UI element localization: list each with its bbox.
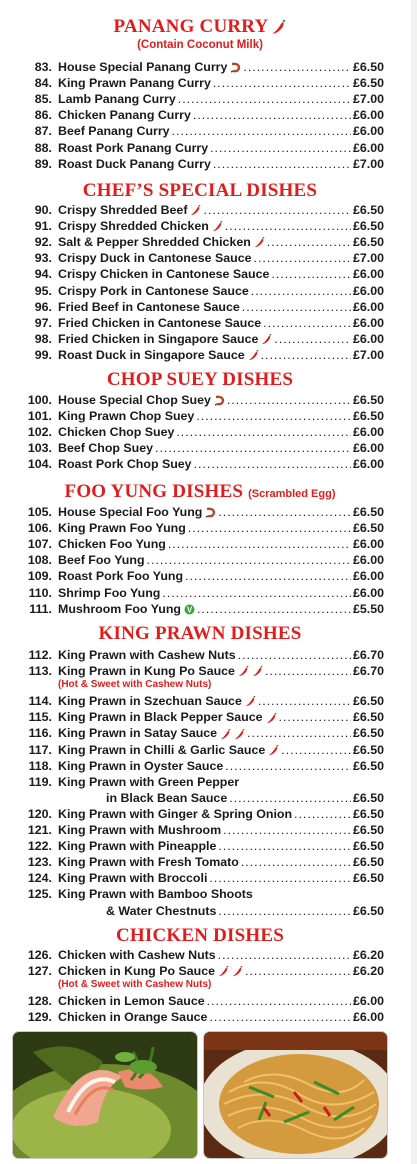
item-price: £6.70 [352, 664, 384, 679]
item-icons [245, 348, 259, 362]
menu-item [20, 348, 384, 364]
item-number: 114. [28, 694, 52, 709]
menu-item [20, 108, 384, 124]
menu-item [20, 316, 384, 332]
item-price: £6.00 [352, 425, 384, 440]
item-number: 109. [27, 569, 52, 584]
item-price: £6.50 [352, 790, 384, 805]
item-number: 92. [34, 235, 52, 250]
item-price: £6.00 [352, 315, 384, 330]
menu-item [20, 586, 384, 602]
section-title-text: CHEF’S SPECIAL DISHES [82, 180, 318, 201]
item-price: £6.50 [352, 710, 384, 725]
dot-leader [193, 108, 351, 122]
item-icons [211, 393, 225, 407]
section-title-note: (Scrambled Egg) [248, 488, 336, 500]
item-name: Beef Panang Curry [58, 124, 170, 139]
item-name-continued: & Water Chestnuts [106, 903, 217, 918]
item-price: £6.00 [352, 553, 384, 568]
item-name: King Prawn with Pineapple [58, 839, 217, 854]
menu-item [20, 332, 384, 348]
item-name: Roast Pork Panang Curry [58, 140, 209, 155]
item-name: Salt & Pepper Shredded Chicken [58, 235, 251, 250]
item-name: King Prawn with Fresh Tomato [58, 855, 239, 870]
item-price: £6.50 [352, 806, 384, 821]
dot-leader [194, 457, 351, 471]
item-name: King Prawn Panang Curry [58, 76, 211, 91]
dot-leader [197, 602, 351, 616]
item-name: King Prawn in Szechuan Sauce [58, 694, 242, 709]
item-name: Chicken Foo Yung [58, 537, 166, 552]
dot-leader [271, 267, 351, 281]
item-name: Beef Chop Suey [58, 441, 154, 456]
item-name: King Prawn Chop Suey [58, 409, 195, 424]
chilli-icon [220, 729, 231, 740]
menu-item [20, 775, 384, 791]
dot-leader [218, 505, 351, 519]
item-price: £6.50 [352, 903, 384, 918]
menu-item [20, 648, 384, 664]
dot-leader [188, 521, 351, 535]
dot-leader [203, 203, 351, 217]
item-price: £6.70 [352, 648, 384, 662]
item-name: King Prawn with Broccoli [58, 871, 208, 886]
item-number: 115. [28, 710, 52, 725]
chilli-icon [218, 966, 229, 977]
menu-item [20, 887, 384, 903]
section-title [0, 481, 400, 503]
item-price: £6.50 [352, 393, 384, 407]
item-name: House Special Foo Yung [58, 505, 203, 519]
menu-item [20, 948, 384, 964]
section-title-text: CHOP SUEY DISHES [106, 369, 294, 390]
item-name: Chicken with Cashew Nuts [58, 948, 216, 962]
chilli-icon [271, 20, 286, 35]
item-number: 89. [34, 156, 52, 171]
item-number: 105. [27, 505, 52, 519]
item-price: £6.50 [352, 219, 384, 234]
item-price: £6.00 [352, 108, 384, 123]
item-price: £6.20 [352, 948, 384, 962]
item-name: Chicken Panang Curry [58, 108, 191, 123]
menu-item [20, 441, 384, 457]
menu-item [20, 251, 384, 267]
item-icons [181, 602, 195, 616]
item-number: 83. [34, 60, 52, 74]
item-price: £6.00 [352, 124, 384, 139]
section-title [0, 16, 400, 38]
item-name: Roast Pork Chop Suey [58, 457, 192, 472]
dot-leader [263, 316, 351, 330]
item-number: 102. [27, 425, 52, 440]
item-number: 129. [27, 1010, 52, 1025]
section-title [0, 925, 400, 947]
dot-leader [207, 994, 351, 1008]
section-title [0, 623, 400, 645]
item-price: £7.00 [352, 92, 384, 107]
item-name: King Prawn with Cashew Nuts [58, 648, 236, 662]
dot-leader [155, 441, 351, 455]
menu-item [20, 994, 384, 1010]
chilli-icon [254, 237, 265, 248]
menu-item [20, 141, 384, 157]
item-icons [215, 964, 243, 978]
menu-item [20, 425, 384, 441]
item-number: 100. [27, 393, 52, 407]
dot-leader [294, 807, 351, 821]
chilli-icon [266, 713, 277, 724]
item-name: King Prawn with Ginger & Spring Onion [58, 806, 293, 821]
chilli-icon [245, 696, 256, 707]
item-number: 93. [34, 251, 52, 266]
menu-item [20, 553, 384, 569]
item-price: £7.00 [352, 347, 384, 362]
prawn-icon [214, 395, 225, 406]
dot-leader [261, 348, 351, 362]
chilli-icon [261, 334, 272, 345]
vegetarian-icon [184, 604, 195, 615]
dot-leader [241, 855, 351, 869]
svg-text:V: V [186, 605, 193, 615]
menu-item [20, 300, 384, 316]
prawn-icon [205, 507, 216, 518]
item-price: £6.50 [352, 871, 384, 886]
dot-leader [245, 964, 351, 978]
menu-item [20, 871, 384, 887]
item-name: King Prawn in Kung Po Sauce [58, 664, 235, 679]
item-price: £7.00 [352, 156, 384, 171]
menu-item [20, 521, 384, 537]
menu-item [20, 759, 384, 775]
item-number: 118. [28, 758, 52, 773]
menu-item-continued [20, 904, 384, 920]
item-price: £6.50 [352, 76, 384, 91]
item-number: 113. [28, 664, 52, 679]
item-number: 108. [27, 553, 52, 568]
item-number: 88. [34, 140, 52, 155]
section-title [0, 180, 400, 202]
item-name: King Prawn in Satay Sauce [58, 726, 218, 741]
item-name: King Prawn in Chilli & Garlic Sauce [58, 742, 266, 757]
item-name: Chicken in Orange Sauce [58, 1010, 208, 1025]
item-number: 106. [27, 521, 52, 536]
item-price: £6.00 [352, 1010, 384, 1025]
chilli-icon [268, 745, 279, 756]
item-number: 97. [34, 315, 52, 330]
noodle-dish-photo [203, 1031, 388, 1159]
item-price: £6.50 [352, 694, 384, 709]
chilli-icon [190, 205, 201, 216]
item-price: £6.50 [352, 855, 384, 870]
item-note: (Hot & Sweet with Cashew Nuts) [58, 979, 212, 991]
dot-leader [176, 425, 351, 439]
menu-item [20, 855, 384, 871]
menu-item [20, 203, 384, 219]
item-name: Crispy Pork in Cantonese Sauce [58, 283, 249, 298]
item-name: House Special Chop Suey [58, 393, 211, 407]
menu-item [20, 409, 384, 425]
menu-item [20, 664, 384, 680]
item-number: 95. [34, 283, 52, 298]
menu-item [20, 60, 384, 76]
item-price: £6.50 [352, 60, 384, 74]
item-number: 119. [28, 774, 52, 789]
item-icons [187, 203, 201, 217]
dot-leader [223, 823, 351, 837]
item-name: Roast Pork Foo Yung [58, 569, 184, 584]
item-icons [251, 235, 265, 249]
dot-leader [247, 726, 351, 740]
item-price: £6.50 [352, 839, 384, 854]
item-price: £6.00 [352, 299, 384, 314]
menu-item [20, 823, 384, 839]
section-note: (Contain Coconut Milk) [137, 39, 263, 51]
item-number: 90. [34, 203, 52, 217]
dot-leader [242, 300, 351, 314]
item-number: 121. [27, 823, 52, 837]
item-name: King Prawn in Oyster Sauce [58, 758, 224, 773]
item-number: 87. [34, 124, 52, 139]
menu-item [20, 235, 384, 251]
menu-item [20, 284, 384, 300]
item-price: £6.50 [352, 742, 384, 757]
item-price: £7.00 [352, 251, 384, 266]
dot-leader [209, 1010, 351, 1024]
dot-leader [196, 409, 351, 423]
item-icons [258, 332, 272, 346]
menu-item [20, 743, 384, 759]
item-number: 111. [29, 601, 52, 616]
section-title [0, 369, 400, 391]
item-icons [263, 710, 277, 724]
prawn-icon [230, 62, 241, 73]
item-name: King Prawn in Black Pepper Sauce [58, 710, 263, 725]
dot-leader [218, 904, 351, 918]
dot-leader [213, 157, 351, 171]
dot-leader [225, 219, 351, 233]
menu-item [20, 602, 384, 618]
item-number: 127. [27, 964, 52, 979]
dot-leader [168, 537, 351, 551]
item-number: 123. [27, 855, 52, 870]
dot-leader [274, 332, 351, 346]
item-price: £6.00 [352, 457, 384, 472]
item-name: Crispy Duck in Cantonese Sauce [58, 251, 252, 266]
item-name: Mushroom Foo Yung [58, 601, 181, 616]
menu-item [20, 157, 384, 173]
item-price: £6.00 [352, 585, 384, 600]
item-icons [265, 743, 279, 757]
item-name: Shrimp Foo Yung [58, 585, 161, 600]
item-name: Chicken in Lemon Sauce [58, 994, 205, 1009]
dot-leader [267, 235, 351, 249]
item-price: £6.20 [352, 964, 384, 979]
item-price: £6.50 [352, 409, 384, 424]
item-icons [217, 726, 245, 740]
dot-leader [218, 839, 351, 853]
item-number: 86. [34, 108, 52, 123]
item-name: Fried Chicken in Singapore Sauce [58, 331, 259, 346]
item-number: 128. [27, 994, 52, 1009]
dot-leader [251, 284, 351, 298]
dot-leader [218, 948, 351, 962]
menu-item [20, 694, 384, 710]
item-name: King Prawn with Mushroom [58, 823, 222, 837]
menu-item [20, 219, 384, 235]
section-title-text: KING PRAWN DISHES [98, 623, 302, 644]
item-icons [202, 505, 216, 519]
dot-leader [172, 124, 351, 138]
item-price: £6.50 [352, 521, 384, 536]
item-number: 117. [28, 742, 52, 757]
menu-item [20, 710, 384, 726]
item-note: (Hot & Sweet with Cashew Nuts) [58, 679, 212, 691]
item-price: £6.50 [352, 505, 384, 519]
item-price: £5.50 [352, 601, 384, 616]
item-name: Crispy Shredded Chicken [58, 219, 209, 234]
item-number: 125. [27, 887, 52, 902]
item-name: House Special Panang Curry [58, 60, 228, 74]
item-name: King Prawn Foo Yung [58, 521, 186, 536]
item-number: 94. [34, 267, 52, 282]
item-number: 112. [28, 648, 52, 662]
section-title-text: CHICKEN DISHES [115, 925, 285, 946]
page-edge [411, 0, 417, 1164]
item-price: £6.00 [352, 441, 384, 456]
item-number: 116. [28, 726, 52, 741]
item-name: King Prawn with Green Pepper [58, 774, 240, 789]
chilli-icon [232, 966, 243, 977]
menu-item [20, 267, 384, 283]
menu-item [20, 92, 384, 108]
menu-item-continued [20, 791, 384, 807]
item-price: £6.00 [352, 267, 384, 282]
item-number: 85. [34, 92, 52, 107]
item-number: 120. [27, 806, 52, 821]
menu-item [20, 839, 384, 855]
item-number: 122. [27, 839, 52, 854]
item-icons [235, 664, 263, 678]
item-icons [242, 694, 256, 708]
dot-leader [243, 60, 351, 74]
item-price: £6.00 [352, 283, 384, 298]
item-price: £6.00 [352, 537, 384, 552]
chilli-icon [248, 350, 259, 361]
item-name: Crispy Chicken in Cantonese Sauce [58, 267, 270, 282]
item-icons [227, 60, 241, 74]
menu-item [20, 726, 384, 742]
dot-leader [279, 710, 351, 724]
item-number: 107. [27, 537, 52, 552]
menu-item [20, 457, 384, 473]
item-name: Fried Beef in Cantonese Sauce [58, 299, 240, 314]
dot-leader [254, 251, 351, 265]
menu-item [20, 393, 384, 409]
item-price: £6.50 [352, 758, 384, 773]
menu-item [20, 1010, 384, 1026]
dot-leader [178, 92, 351, 106]
chilli-icon [238, 666, 249, 677]
item-name: Lamb Panang Curry [58, 92, 176, 107]
dot-leader [185, 569, 351, 583]
chilli-icon [252, 666, 263, 677]
item-number: 91. [34, 219, 52, 234]
item-name: Chicken Chop Suey [58, 425, 175, 440]
item-name: Roast Duck Panang Curry [58, 156, 211, 171]
prawn-dish-photo [12, 1031, 198, 1159]
dot-leader [225, 759, 351, 773]
chilli-icon [212, 221, 223, 232]
dot-leader [162, 586, 351, 600]
section-title-text: FOO YUNG DISHES [64, 481, 244, 502]
menu-item [20, 537, 384, 553]
item-name-continued: in Black Bean Sauce [106, 790, 228, 805]
item-number: 103. [27, 441, 52, 456]
item-number: 126. [27, 948, 52, 962]
item-price: £6.00 [352, 569, 384, 584]
dot-leader [210, 141, 351, 155]
menu-item [20, 569, 384, 585]
menu-item [20, 124, 384, 140]
item-name: Chicken in Kung Po Sauce [58, 964, 215, 979]
menu-item [20, 505, 384, 521]
dot-leader [229, 791, 351, 805]
item-number: 104. [27, 457, 52, 472]
item-price: £6.00 [352, 994, 384, 1009]
item-name: Crispy Shredded Beef [58, 203, 188, 217]
item-name: Fried Chicken in Cantonese Sauce [58, 315, 262, 330]
dot-leader [281, 743, 351, 757]
item-name: Beef Foo Yung [58, 553, 145, 568]
item-price: £6.00 [352, 140, 384, 155]
dot-leader [227, 393, 351, 407]
section-title-text: PANANG CURRY [113, 16, 269, 37]
item-icons [209, 219, 223, 233]
dot-leader [265, 664, 351, 678]
menu-item [20, 964, 384, 980]
item-price: £6.00 [352, 331, 384, 346]
item-number: 124. [27, 871, 52, 886]
dot-leader [209, 871, 351, 885]
dot-leader [238, 648, 351, 662]
item-price: £6.50 [352, 235, 384, 250]
dot-leader [147, 553, 351, 567]
item-price: £6.50 [352, 823, 384, 837]
chilli-icon [234, 729, 245, 740]
menu-item [20, 807, 384, 823]
item-number: 98. [34, 331, 52, 346]
item-name: King Prawn with Bamboo Shoots [58, 887, 253, 902]
menu-item [20, 76, 384, 92]
dot-leader [258, 694, 351, 708]
item-number: 99. [34, 347, 52, 362]
dot-leader [213, 76, 351, 90]
item-number: 110. [28, 585, 52, 600]
item-number: 84. [34, 76, 52, 91]
item-price: £6.50 [352, 726, 384, 741]
item-number: 96. [34, 299, 52, 314]
item-name: Roast Duck in Singapore Sauce [58, 347, 245, 362]
item-number: 101. [27, 409, 52, 424]
item-price: £6.50 [352, 203, 384, 217]
